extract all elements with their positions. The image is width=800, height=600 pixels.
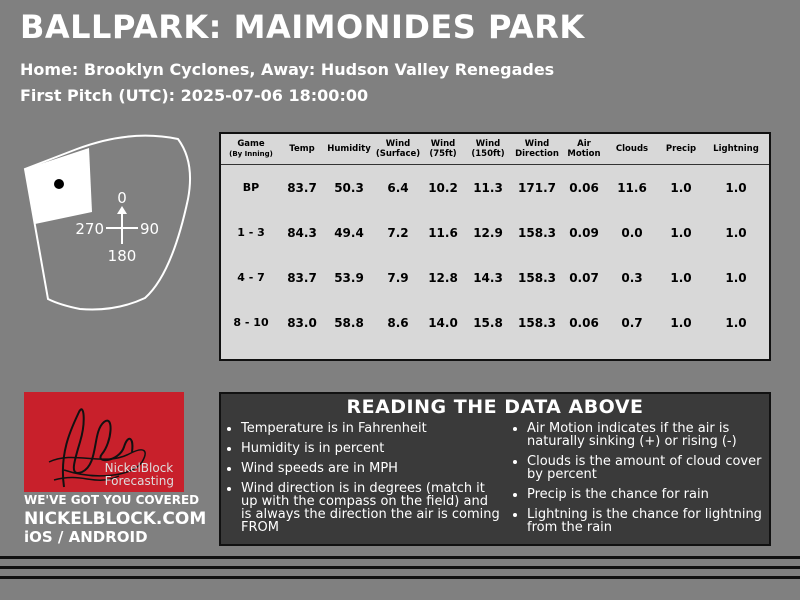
column-header xyxy=(703,134,769,165)
column-header xyxy=(281,134,323,165)
table-cell: 0.06 xyxy=(569,180,599,195)
compass-south: 180 xyxy=(107,247,137,265)
column-header-text: (75ft) xyxy=(429,149,457,159)
column-header-text: (150ft) xyxy=(471,149,505,159)
guide-item: • Humidity is in percent xyxy=(241,442,501,455)
table-cell: 0.06 xyxy=(569,315,599,330)
table-cell: 7.2 xyxy=(387,225,409,240)
reading-guide-title: READING THE DATA ABOVE xyxy=(346,396,644,418)
table-cell: 50.3 xyxy=(334,180,364,195)
table-cell: 1.0 xyxy=(670,180,692,195)
column-header-text: Wind xyxy=(475,139,501,149)
table-row xyxy=(221,165,769,211)
compass-west: 270 xyxy=(75,220,104,238)
logo-line1: NickelBlock xyxy=(104,461,174,475)
column-header-text: Motion xyxy=(567,149,601,159)
guide-list-left xyxy=(225,422,501,541)
reading-guide-panel xyxy=(219,392,771,546)
column-header-text: (By Inning) xyxy=(229,150,273,158)
column-header-text: Temp xyxy=(289,144,315,154)
teams-line: Home: Brooklyn Cyclones, Away: Hudson Valley Renegades xyxy=(20,60,555,79)
table-cell: 1.0 xyxy=(725,315,747,330)
column-header xyxy=(563,134,605,165)
table-cell: 12.9 xyxy=(473,225,503,240)
table-row xyxy=(221,300,769,345)
weather-table xyxy=(221,134,769,345)
guide-item: • Temperature is in Fahrenheit xyxy=(241,422,501,435)
table-cell: 49.4 xyxy=(334,225,364,240)
table-cell: 1.0 xyxy=(670,270,692,285)
table-cell: 83.0 xyxy=(287,315,317,330)
table-cell: 1.0 xyxy=(670,315,692,330)
table-cell: 0.3 xyxy=(621,270,643,285)
column-header-text: Wind xyxy=(385,139,411,149)
table-cell: 0.0 xyxy=(621,225,643,240)
table-cell: 58.8 xyxy=(334,315,364,330)
column-header xyxy=(421,134,465,165)
table-cell: 0.7 xyxy=(621,315,643,330)
compass-east: 90 xyxy=(140,220,160,238)
weather-table-panel xyxy=(219,132,771,361)
guide-item: • Air Motion indicates if the air is naturally sinking (+) or rising (-) xyxy=(527,422,767,448)
column-header-text: Game xyxy=(237,139,265,149)
table-cell: 6.4 xyxy=(387,180,409,195)
table-cell: 0.09 xyxy=(569,225,599,240)
footer-rule-3 xyxy=(0,576,800,579)
table-cell: 84.3 xyxy=(287,225,317,240)
footer-rule-1 xyxy=(0,556,800,559)
guide-item: • Wind direction is in degrees (match it up with the compass on the field) and is always the direction the air is coming FROM xyxy=(241,482,501,534)
table-cell: 11.6 xyxy=(428,225,458,240)
column-header-text: Clouds xyxy=(615,144,649,154)
guide-list-right xyxy=(511,422,767,541)
inning-label: 4 - 7 xyxy=(237,271,265,284)
column-header xyxy=(511,134,563,165)
column-header-text: Lightning xyxy=(713,144,759,154)
first-pitch-line: First Pitch (UTC): 2025-07-06 18:00:00 xyxy=(20,86,369,105)
table-cell: 1.0 xyxy=(670,225,692,240)
inning-label: 8 - 10 xyxy=(233,316,269,329)
table-cell: 11.3 xyxy=(473,180,503,195)
column-header-text: Precip xyxy=(665,144,697,154)
inning-label: 1 - 3 xyxy=(237,226,265,239)
table-cell: 1.0 xyxy=(725,180,747,195)
table-cell: 15.8 xyxy=(473,315,503,330)
column-header xyxy=(323,134,375,165)
table-cell: 158.3 xyxy=(518,270,556,285)
table-cell: 1.0 xyxy=(725,225,747,240)
table-cell: 83.7 xyxy=(287,180,317,195)
footer-rule-2 xyxy=(0,566,800,569)
column-header xyxy=(465,134,511,165)
table-cell: 53.9 xyxy=(334,270,364,285)
compass-arrow-icon xyxy=(117,206,127,214)
table-row xyxy=(221,255,769,300)
table-cell: 0.07 xyxy=(569,270,599,285)
table-cell: 158.3 xyxy=(518,225,556,240)
table-cell: 8.6 xyxy=(387,315,409,330)
home-plate-marker xyxy=(54,179,64,189)
table-cell: 14.3 xyxy=(473,270,503,285)
column-header xyxy=(659,134,703,165)
table-cell: 14.0 xyxy=(428,315,458,330)
page-title: BALLPARK: MAIMONIDES PARK xyxy=(20,8,585,46)
table-cell: 158.3 xyxy=(518,315,556,330)
column-header xyxy=(605,134,659,165)
table-cell: 83.7 xyxy=(287,270,317,285)
inning-label: BP xyxy=(242,181,260,194)
column-header-text: Wind xyxy=(430,139,456,149)
column-header xyxy=(375,134,421,165)
column-header-text: Direction xyxy=(515,149,559,159)
table-cell: 171.7 xyxy=(518,180,556,195)
compass-north: 0 xyxy=(117,189,127,207)
table-cell: 10.2 xyxy=(428,180,458,195)
table-cell: 7.9 xyxy=(387,270,409,285)
column-header-text: Wind xyxy=(524,139,550,149)
guide-item: • Precip is the chance for rain xyxy=(527,488,767,501)
table-header-row xyxy=(221,134,769,165)
column-header xyxy=(221,134,281,165)
guide-item: • Wind speeds are in MPH xyxy=(241,462,501,475)
column-header-text: Air xyxy=(577,139,591,149)
website-link[interactable]: NICKELBLOCK.COM xyxy=(24,509,207,529)
ballpark-field-diagram xyxy=(20,134,220,314)
app-platforms: iOS / ANDROID xyxy=(24,528,148,546)
guide-item: • Clouds is the amount of cloud cover by percent xyxy=(527,455,767,481)
tagline: WE'VE GOT YOU COVERED xyxy=(24,493,200,507)
table-cell: 12.8 xyxy=(428,270,458,285)
table-row xyxy=(221,210,769,255)
guide-item: • Lightning is the chance for lightning from the rain xyxy=(527,508,767,534)
logo-line2: Forecasting xyxy=(104,474,174,488)
column-header-text: Humidity xyxy=(327,144,371,154)
column-header-text: (Surface) xyxy=(375,149,421,159)
nickelblock-logo xyxy=(24,392,184,492)
table-cell: 11.6 xyxy=(617,180,647,195)
table-cell: 1.0 xyxy=(725,270,747,285)
